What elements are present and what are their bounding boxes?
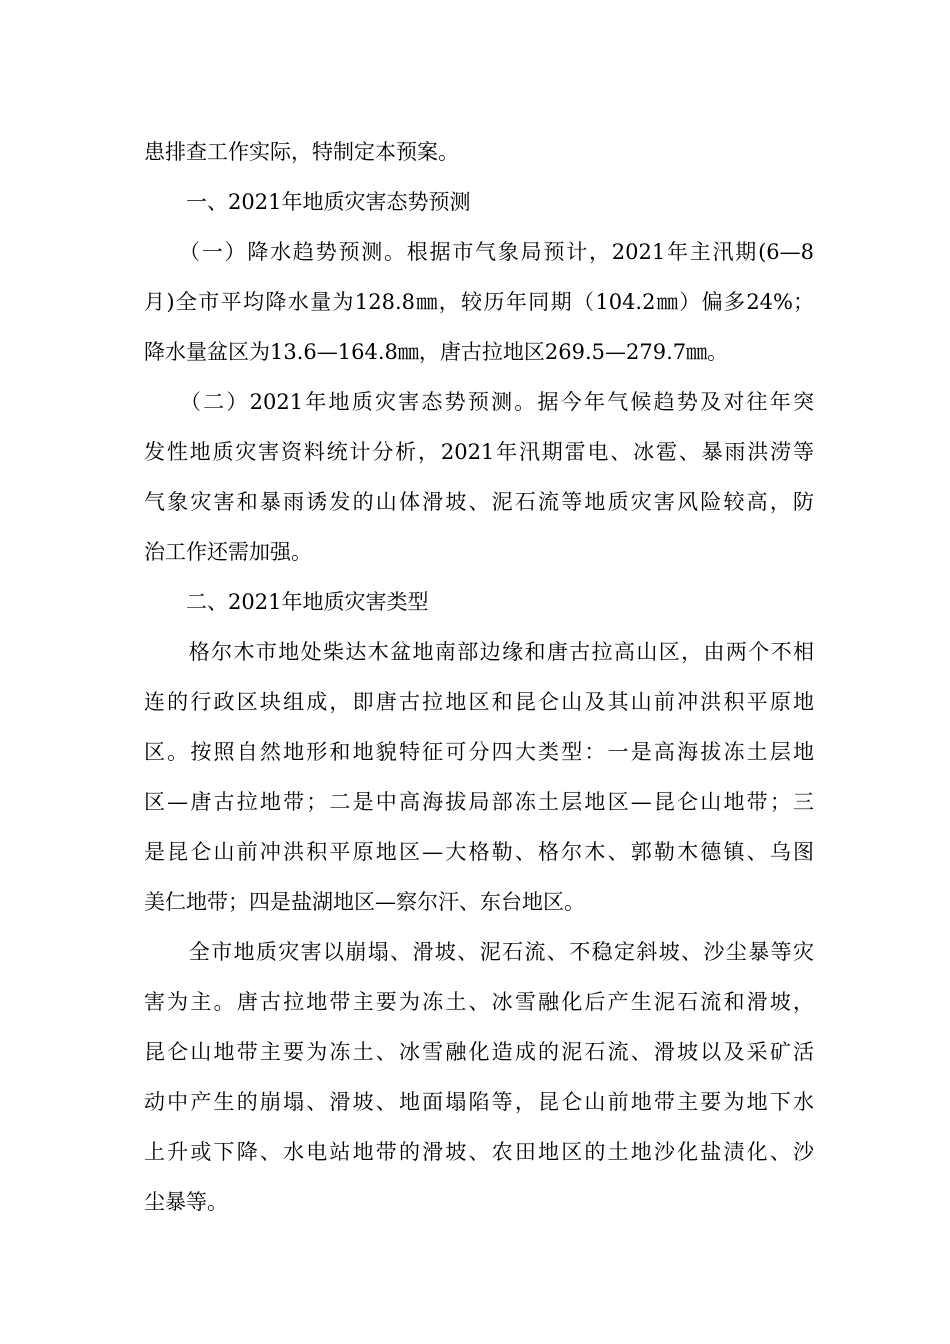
- section-heading: 一、2021年地质灾害态势预测: [144, 190, 471, 214]
- text-line: 患排查工作实际，特制定本预案。: [144, 140, 459, 164]
- section-heading: 二、2021年地质灾害类型: [144, 590, 429, 614]
- text-line: 发性地质灾害资料统计分析，2021年汛期雷电、冰雹、暴雨洪涝等: [144, 440, 814, 464]
- text-line: 动中产生的崩塌、滑坡、地面塌陷等，昆仑山前地带主要为地下水: [144, 1090, 814, 1114]
- text-line: 格尔木市地处柴达木盆地南部边缘和唐古拉高山区，由两个不相: [144, 640, 814, 664]
- text-line: 美仁地带；四是盐湖地区—察尔汗、东台地区。: [144, 890, 585, 914]
- text-line: （一）降水趋势预测。根据市气象局预计，2021年主汛期(6—8: [144, 240, 814, 264]
- text-line: 区—唐古拉地带；二是中高海拔局部冻土层地区—昆仑山地带；三: [144, 790, 814, 814]
- text-line: 气象灾害和暴雨诱发的山体滑坡、泥石流等地质灾害风险较高，防: [144, 490, 814, 514]
- text-line: 区。按照自然地形和地貌特征可分四大类型：一是高海拔冻土层地: [144, 740, 814, 764]
- text-line: 降水量盆区为13.6—164.8㎜，唐古拉地区269.5—279.7㎜。: [144, 340, 729, 364]
- text-line: 尘暴等。: [144, 1190, 228, 1214]
- text-line: 连的行政区块组成，即唐古拉地区和昆仑山及其山前冲洪积平原地: [144, 690, 814, 714]
- text-line: 是昆仑山前冲洪积平原地区—大格勒、格尔木、郭勒木德镇、乌图: [144, 840, 814, 864]
- text-line: 害为主。唐古拉地带主要为冻土、冰雪融化后产生泥石流和滑坡，: [144, 990, 814, 1014]
- text-line: 昆仑山地带主要为冻土、冰雪融化造成的泥石流、滑坡以及采矿活: [144, 1040, 814, 1064]
- text-line: 月)全市平均降水量为128.8㎜，较历年同期（104.2㎜）偏多24%；: [144, 290, 814, 314]
- text-line: 上升或下降、水电站地带的滑坡、农田地区的土地沙化盐渍化、沙: [144, 1140, 814, 1164]
- text-line: （二）2021年地质灾害态势预测。据今年气候趋势及对往年突: [144, 390, 814, 414]
- text-line: 治工作还需加强。: [144, 540, 312, 564]
- text-line: 全市地质灾害以崩塌、滑坡、泥石流、不稳定斜坡、沙尘暴等灾: [144, 940, 814, 964]
